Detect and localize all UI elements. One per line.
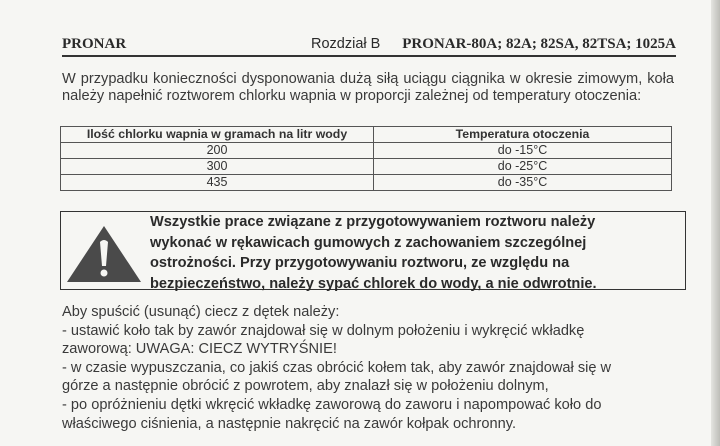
instruction-line: zaworową: UWAGA: CIECZ WYTRYŚNIE!: [62, 341, 337, 358]
instruction-line: - po opróżnieniu dętki wkręcić wkładkę zaworową do zaworu i napompować koło do: [62, 396, 602, 413]
warning-line: ostrożności. Przy przygotowywaniu roztworu, ze względu na: [150, 255, 570, 271]
table-cell: do -35°C: [374, 175, 672, 191]
calcium-chloride-table: [60, 126, 672, 191]
header-chapter: Rozdział B: [311, 36, 381, 52]
table-row: [61, 175, 672, 191]
intro-paragraph: W przypadku konieczności dysponowania dużą siłą uciągu ciągnika w okresie zimowym, koła należy napełnić roztworem chlorku wapnia w proporcji zależnej od temperatury otoczenia:: [62, 71, 674, 104]
table-header-row: [61, 127, 672, 143]
table-row: [61, 159, 672, 175]
instruction-line: - w czasie wypuszczania, co jakiś czas obrócić kołem tak, aby zawór znajdował się w: [62, 359, 612, 376]
instructions: [62, 303, 611, 433]
page-edge-shadow: [711, 0, 720, 446]
table-cell: 435: [61, 175, 374, 191]
warning-box: [60, 211, 686, 290]
instruction-line: Aby spuścić (usunąć) ciecz z dętek należy:: [62, 304, 340, 320]
column-header: Ilość chlorku wapnia w gramach na litr wody: [61, 127, 374, 143]
table-cell: 300: [61, 159, 374, 175]
table-row: [61, 143, 672, 159]
warning-text: [150, 212, 597, 294]
header-models: PRONAR-80A; 82A; 82SA, 82TSA; 1025A: [402, 36, 676, 52]
warning-line: bezpieczeństwo, należy sypać chlorek do wody, a nie odwrotnie.: [150, 275, 597, 292]
instruction-line: górze a następnie obrócić z powrotem, aby znalazł się w położeniu dolnym,: [62, 378, 549, 395]
header-brand: PRONAR: [62, 36, 127, 52]
table-cell: do -25°C: [374, 159, 672, 175]
warning-line: wykonać w rękawicach gumowych z zachowaniem szczególnej: [150, 234, 587, 251]
column-header: Temperatura otoczenia: [374, 127, 672, 143]
warning-triangle-icon: [67, 226, 141, 282]
instruction-line: właściwego ciśnienia, a następnie nakręcić na zawór kołpak ochronny.: [62, 415, 517, 432]
instruction-line: - ustawić koło tak by zawór znajdował się w dolnym położeniu i wykręcić wkładkę: [62, 322, 585, 339]
warning-line: Wszystkie prace związane z przygotowywaniem roztworu należy: [150, 214, 596, 230]
table-cell: do -15°C: [374, 143, 672, 159]
table-cell: 200: [61, 143, 374, 159]
page-header: [62, 35, 676, 57]
